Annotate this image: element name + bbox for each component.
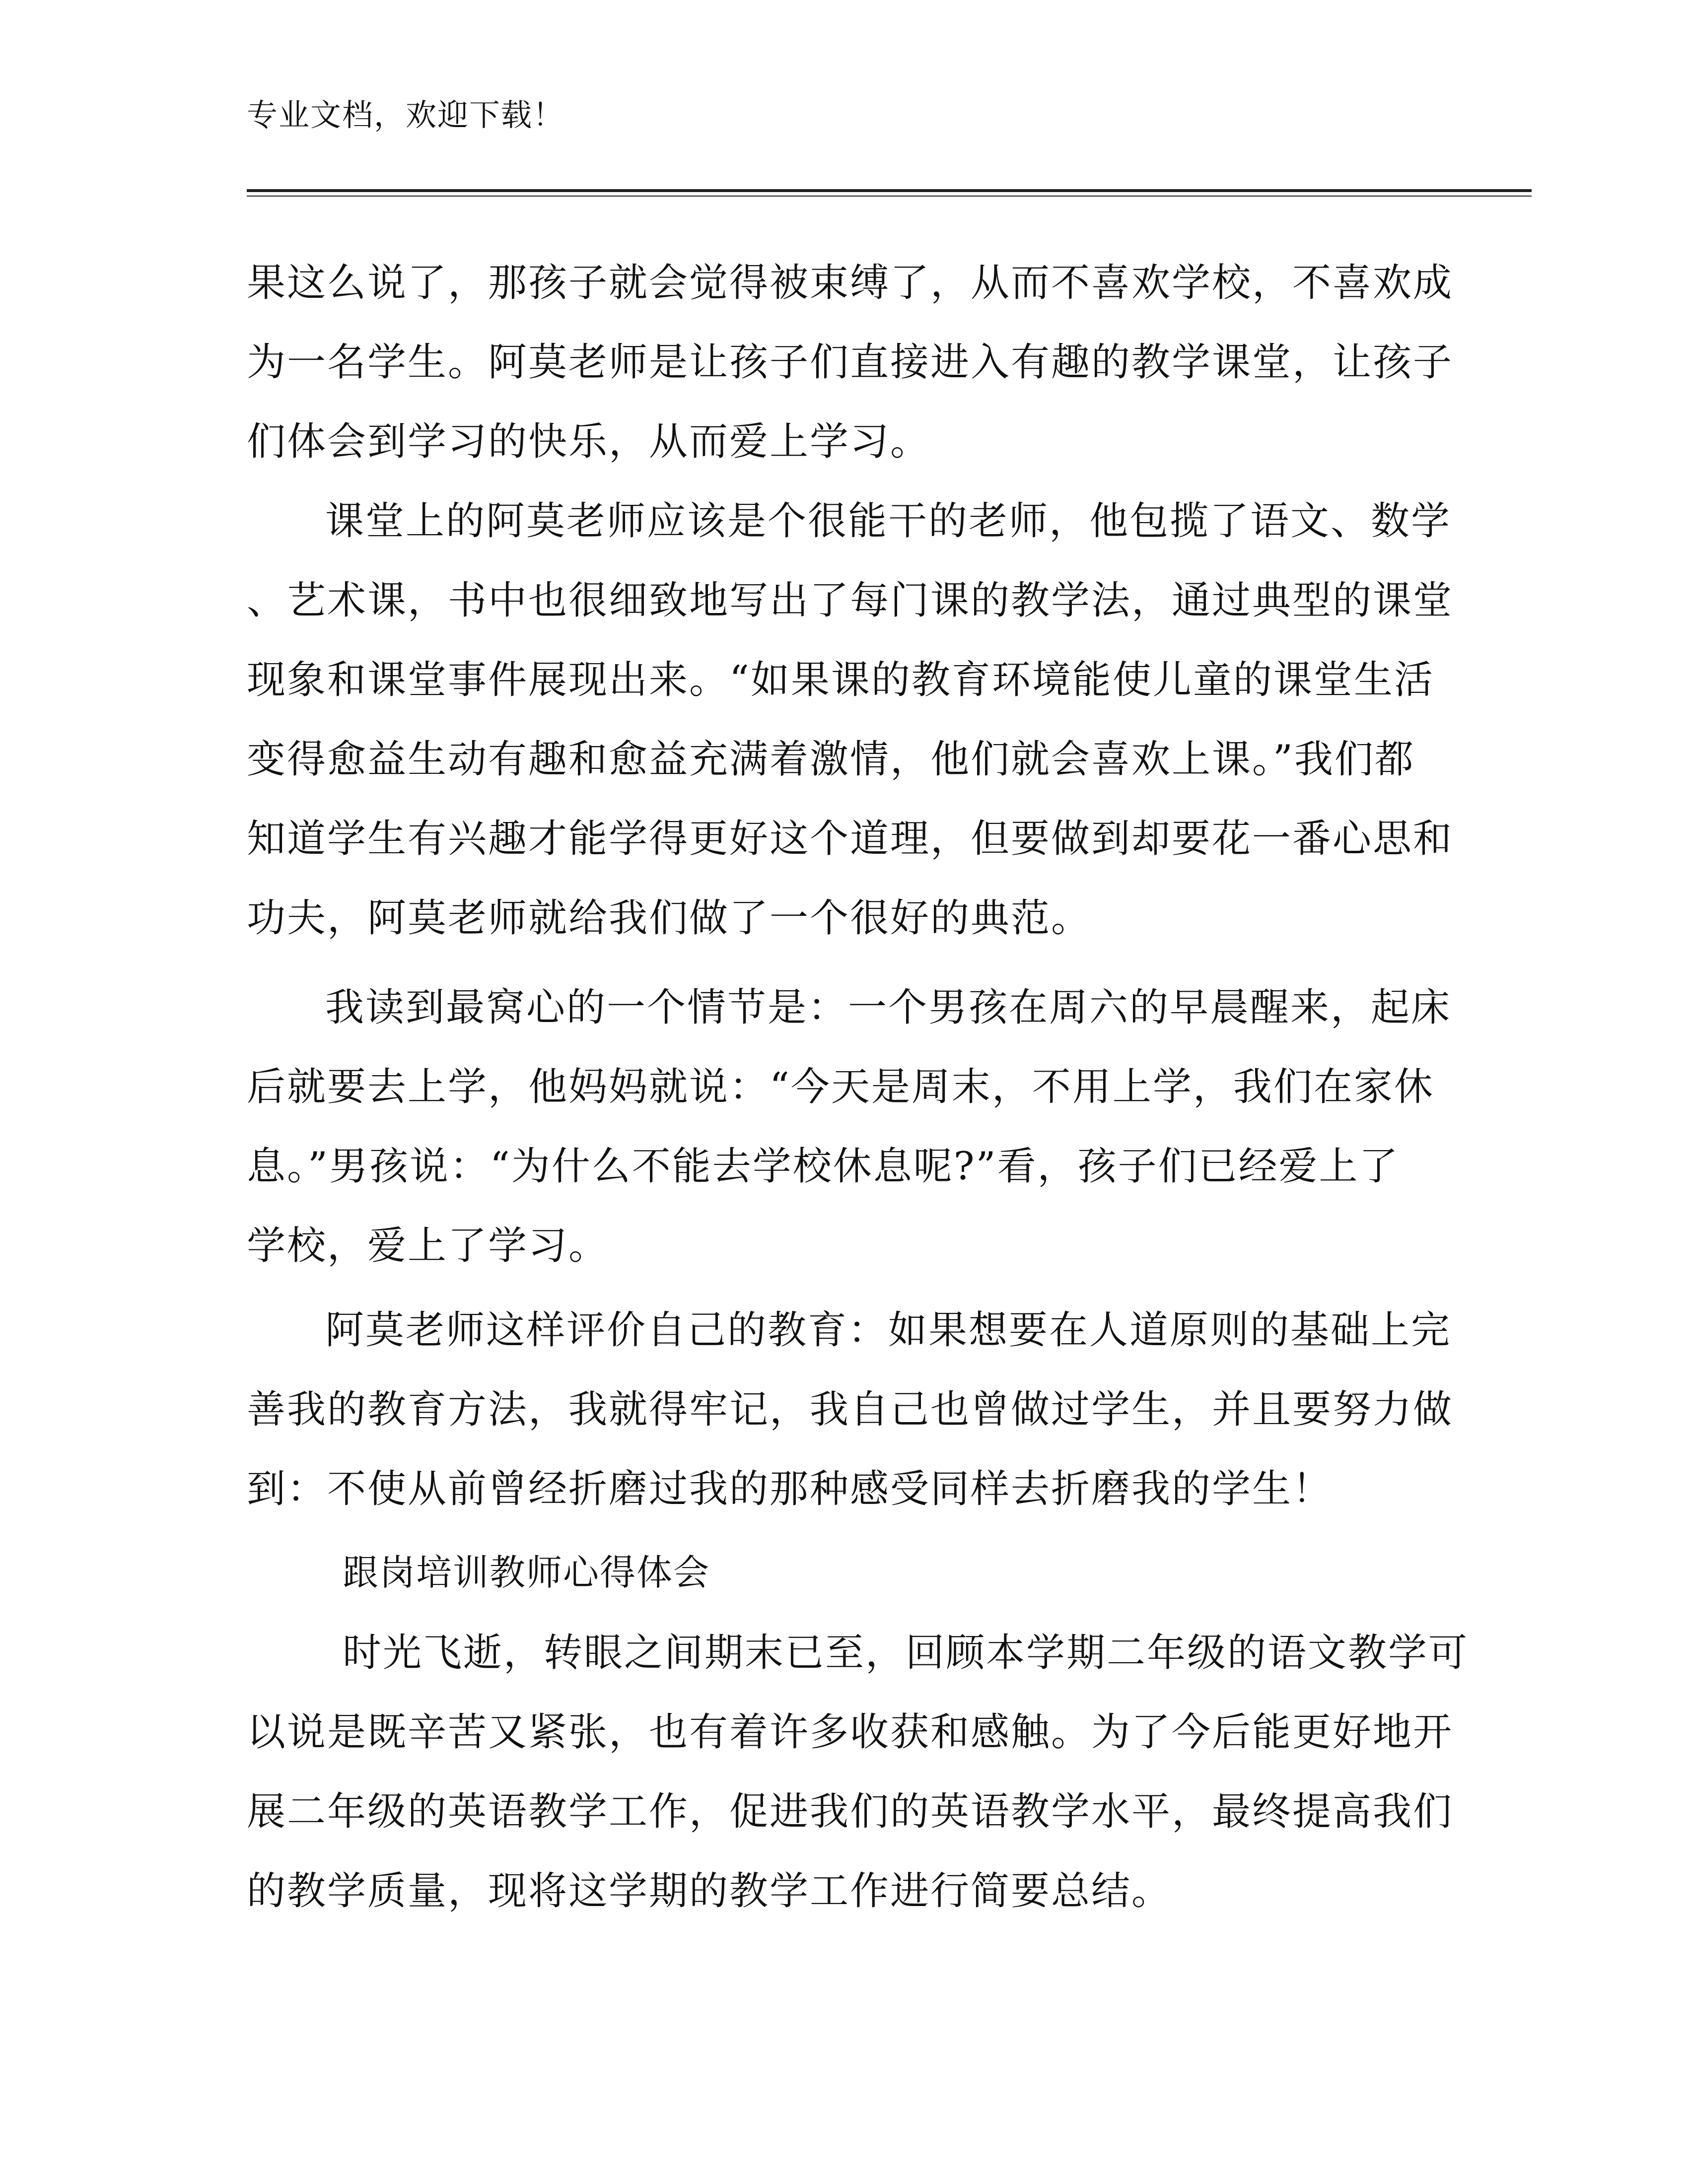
body-line: 息。”男孩说：“为什么不能去学校休息呢?”看，孩子们已经爱上了 [247, 1144, 1400, 1189]
body-line: 以说是既辛苦又紧张，也有着许多收获和感触。为了今后能更好地开 [247, 1710, 1454, 1755]
body-line: 善我的教育方法，我就得牢记，我自己也曾做过学生，并且要努力做 [247, 1387, 1454, 1432]
body-line: 我读到最窝心的一个情节是：一个男孩在周六的早晨醒来，起床 [325, 985, 1452, 1030]
body-line: 们体会到学习的快乐，从而爱上学习。 [247, 419, 931, 464]
header-rule-thick [247, 189, 1532, 192]
body-line: 学校，爱上了学习。 [247, 1224, 609, 1268]
page-header: 专业文档，欢迎下载！ [247, 97, 565, 133]
body-line: 功夫，阿莫老师就给我们做了一个很好的典范。 [247, 896, 1092, 941]
body-line: 后就要去上学，他妈妈就说：“今天是周末，不用上学，我们在家休 [247, 1065, 1434, 1109]
header-rule-thin [247, 196, 1532, 197]
body-line: 时光飞逝，转眼之间期末已至，回顾本学期二年级的语文教学可 [343, 1631, 1469, 1675]
body-line: 、艺术课，书中也很细致地写出了每门课的教学法，通过典型的课堂 [247, 578, 1454, 623]
body-line: 变得愈益生动有趣和愈益充满着激情，他们就会喜欢上课。”我们都 [247, 737, 1415, 782]
section-title: 跟岗培训教师心得体会 [343, 1552, 710, 1593]
body-line: 到：不使从前曾经折磨过我的那种感受同样去折磨我的学生！ [247, 1467, 1333, 1511]
body-line: 知道学生有兴趣才能学得更好这个道理，但要做到却要花一番心思和 [247, 817, 1454, 861]
body-line: 为一名学生。阿莫老师是让孩子们直接进入有趣的教学课堂，让孩子 [247, 340, 1454, 385]
body-line: 现象和课堂事件展现出来。“如果课的教育环境能使儿童的课堂生活 [247, 658, 1434, 702]
body-line: 的教学质量，现将这学期的教学工作进行简要总结。 [247, 1869, 1172, 1913]
body-line: 课堂上的阿莫老师应该是个很能干的老师，他包揽了语文、数学 [325, 499, 1452, 544]
body-line: 果这么说了，那孩子就会觉得被束缚了，从而不喜欢学校，不喜欢成 [247, 261, 1454, 305]
body-line: 展二年级的英语教学工作，促进我们的英语教学水平，最终提高我们 [247, 1789, 1454, 1834]
body-line: 阿莫老师这样评价自己的教育：如果想要在人道原则的基础上完 [325, 1308, 1452, 1353]
